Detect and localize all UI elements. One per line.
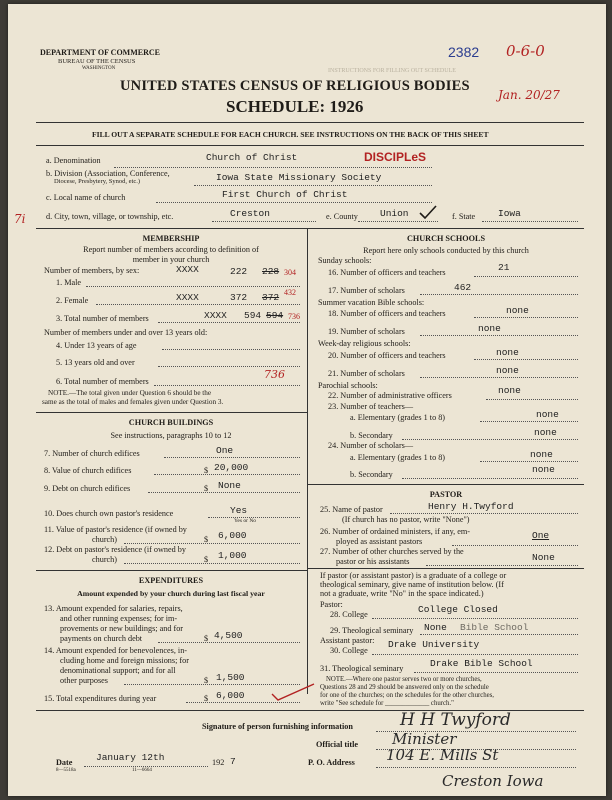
q27-line	[426, 565, 578, 566]
county-line	[358, 221, 438, 222]
q4-label: 4. Under 13 years of age	[56, 341, 137, 350]
pastor-rule	[307, 484, 584, 485]
q23a-label: a. Elementary (grades 1 to 8)	[350, 413, 446, 422]
q14-label-3: denominational support; and for all	[60, 666, 176, 675]
date-line	[84, 766, 208, 767]
q24a-value: none	[530, 449, 553, 460]
q14-label-4: other purposes	[60, 676, 108, 685]
q28-value: College Closed	[418, 604, 498, 615]
q5-label: 5. 13 years old and over	[56, 358, 135, 367]
q11-label-2: church)	[92, 535, 118, 544]
pastor-note-2: Questions 28 and 29 should be answered only on the schedule	[320, 684, 489, 691]
q17-value: 462	[454, 282, 472, 293]
q21-line	[420, 377, 578, 378]
q16-line	[474, 276, 578, 277]
membership-note-1: NOTE.—The total given under Question 6 should be the	[48, 389, 212, 397]
q18-line	[474, 317, 578, 318]
year-suffix: 7	[230, 756, 236, 767]
q19-line	[420, 335, 578, 336]
q10-value: Yes	[230, 505, 248, 516]
date-value: January 12th	[96, 752, 165, 763]
county-label: e. County	[326, 212, 358, 221]
q14-value: 1,500	[216, 672, 245, 683]
division-label-2: Diocese, Presbytery, Synod, etc.)	[54, 178, 141, 185]
q24-label: 24. Number of scholars—	[328, 441, 414, 450]
q24a-line	[480, 461, 578, 462]
struck-field-icon: XXXX	[176, 264, 199, 275]
form-code: 8—5518a	[56, 768, 76, 773]
received-date: Jan. 20/27	[498, 88, 560, 102]
q20-label: 20. Number of officers and teachers	[328, 351, 446, 360]
q29-value: None	[424, 622, 447, 633]
q26-line	[452, 545, 578, 546]
q20-line	[474, 359, 578, 360]
membership-sub-2: member in your church	[132, 255, 210, 264]
schools-title: CHURCH SCHOOLS	[406, 234, 486, 243]
q3-line	[158, 322, 300, 323]
q2-line	[96, 304, 300, 305]
q6-correction: 736	[264, 368, 285, 381]
denomination-note: DISCIPLeS	[364, 150, 427, 164]
q1-correction: 304	[284, 268, 296, 277]
q3-correction: 736	[288, 312, 300, 321]
q12-line	[124, 563, 300, 564]
city-town-value: Creston	[230, 208, 270, 219]
q14-label-2: cluding home and foreign missions; for	[60, 656, 189, 665]
division-value: Iowa State Missionary Society	[216, 172, 382, 183]
state-label: f. State	[452, 212, 476, 221]
signature-label: Signature of person furnishing information	[202, 722, 353, 731]
expenditures-rule	[36, 570, 307, 571]
section-rule	[36, 228, 584, 229]
q9-line	[148, 492, 300, 493]
column-divider	[307, 228, 308, 694]
city-town-line	[212, 221, 316, 222]
address-label: P. O. Address	[308, 758, 355, 767]
assistant-sub-label: Assistant pastor:	[320, 636, 375, 645]
struck-field-icon-3: XXXX	[204, 310, 227, 321]
department-label: DEPARTMENT OF COMMERCE	[40, 48, 161, 57]
q30-line	[372, 654, 578, 655]
census-schedule-form	[8, 4, 606, 796]
margin-mark: 7i	[14, 212, 26, 226]
red-code: 0-6-0	[506, 42, 545, 60]
q11-label: 11. Value of pastor's residence (if owned by	[44, 525, 187, 534]
state-line	[482, 221, 578, 222]
denomination-label: a. Denomination	[46, 156, 101, 165]
schools-sub: Report here only schools conducted by this church	[363, 246, 529, 255]
q23b-value: none	[534, 427, 557, 438]
q26-label-2: ployed as assistant pastors	[336, 537, 423, 546]
q30-label: 30. College	[330, 646, 368, 655]
q6-line	[154, 385, 300, 386]
q25-label: 25. Name of pastor	[320, 505, 383, 514]
pastor-sub-label: Pastor:	[320, 600, 343, 609]
q1-struck: 228	[262, 266, 280, 277]
q14-label: 14. Amount expended for benevolences, in-	[44, 646, 188, 655]
q29-faint-value: Bible School	[460, 622, 529, 633]
pastor-note-3: for one of the churches; on the schedules for the other churches,	[320, 692, 495, 699]
q22-value: none	[498, 385, 521, 396]
official-title-label: Official title	[316, 740, 359, 749]
expenditures-title: EXPENDITURES	[138, 576, 204, 585]
county-value: Union	[380, 208, 409, 219]
q12-value: 1,000	[218, 550, 247, 561]
faint-instructions: INSTRUCTIONS FOR FILLING OUT SCHEDULE	[328, 68, 456, 74]
pastor-note-4: write "See schedule for _____________ church."	[320, 700, 454, 707]
grad-text-2: theological seminary, give name of institution below. (If	[320, 580, 504, 589]
q13-value: 4,500	[214, 630, 243, 641]
q17-line	[420, 294, 578, 295]
q15-label: 15. Total expenditures during year	[44, 694, 157, 703]
q9-label: 9. Debt on church edifices	[44, 484, 131, 493]
q3-value: 594	[244, 310, 262, 321]
local-name-line	[156, 202, 432, 203]
q3-struck: 594	[266, 310, 284, 321]
q22-line	[486, 399, 578, 400]
q31-value: Drake Bible School	[430, 658, 533, 669]
q11-line	[124, 543, 300, 544]
q15-dollar: $	[204, 694, 209, 703]
q15-value: 6,000	[216, 690, 245, 701]
membership-sub-1: Report number of members according to definition of	[83, 245, 259, 254]
q13-line	[158, 642, 300, 643]
q10-label: 10. Does church own pastor's residence	[44, 509, 174, 518]
q10-hint: Yes or No	[234, 518, 257, 524]
q9-value: None	[218, 480, 241, 491]
city-label: WASHINGTON	[82, 66, 116, 71]
q14-dollar: $	[204, 676, 209, 685]
q12-label: 12. Debt on pastor's residence (if owned by	[44, 545, 186, 554]
struck-field-icon-2: XXXX	[176, 292, 199, 303]
q28-line	[372, 618, 578, 619]
q8-dollar: $	[204, 466, 209, 475]
q27-label: 27. Number of other churches served by the	[320, 547, 464, 556]
pastor-title: PASTOR	[429, 490, 463, 499]
q13-dollar: $	[204, 634, 209, 643]
instruction-rule	[36, 145, 584, 146]
check-mark-icon	[418, 204, 438, 220]
year-prefix: 192	[212, 758, 225, 767]
q13-label: 13. Amount expended for salaries, repairs,	[44, 604, 183, 613]
signature-value: H H Twyford	[400, 710, 511, 730]
members-by-sex-label: Number of members, by sex:	[44, 266, 140, 275]
q15-line	[186, 702, 300, 703]
parochial-schools-label: Parochial schools:	[318, 381, 378, 390]
sunday-schools-label: Sunday schools:	[318, 256, 372, 265]
form-title: UNITED STATES CENSUS OF RELIGIOUS BODIES	[120, 78, 470, 94]
q13-label-3: provements or new buildings; and for	[60, 624, 184, 633]
q16-value: 21	[498, 262, 510, 273]
q2-correction: 432	[284, 288, 296, 297]
q2-value: 372	[230, 292, 248, 303]
q7-label: 7. Number of church edifices	[44, 449, 140, 458]
q23b-line	[402, 439, 578, 440]
q25-line	[390, 513, 578, 514]
q11-value: 6,000	[218, 530, 247, 541]
schedule-year: SCHEDULE: 1926	[226, 97, 364, 116]
q7-line	[164, 457, 300, 458]
q2-struck: 372	[262, 292, 280, 303]
header-rule	[36, 122, 584, 123]
q16-label: 16. Number of officers and teachers	[328, 268, 446, 277]
membership-note-2: same as the total of males and females given under Question 3.	[42, 398, 224, 406]
q20-value: none	[496, 347, 519, 358]
weekday-schools-label: Week-day religious schools:	[318, 339, 411, 348]
q19-value: none	[478, 323, 501, 334]
division-label: b. Division (Association, Conference,	[46, 169, 170, 178]
bureau-label: BUREAU OF THE CENSUS	[58, 58, 136, 65]
red-check-icon	[270, 680, 316, 702]
membership-title: MEMBERSHIP	[142, 234, 200, 243]
q3-label: 3. Total number of members	[56, 314, 149, 323]
members-age-label: Number of members under and over 13 years old:	[44, 328, 208, 337]
grad-text-1: If pastor (or assistant pastor) is a graduate of a college or	[320, 571, 507, 580]
print-code: 11—6664	[132, 768, 152, 773]
denomination-value: Church of Christ	[206, 152, 298, 163]
q24b-label: b. Secondary	[350, 470, 393, 479]
q4-line	[162, 349, 300, 350]
city-town-label: d. City, town, village, or township, etc.	[46, 212, 174, 221]
state-value: Iowa	[498, 208, 521, 219]
q23a-line	[480, 421, 578, 422]
q23b-label: b. Secondary	[350, 431, 393, 440]
q7-value: One	[216, 445, 234, 456]
q8-line	[154, 474, 300, 475]
pastor-note-1: NOTE.—Where one pastor serves two or more churches,	[326, 676, 482, 683]
q8-value: 20,000	[214, 462, 249, 473]
buildings-title: CHURCH BUILDINGS	[128, 418, 214, 427]
q18-label: 18. Number of officers and teachers	[328, 309, 446, 318]
expenditures-sub: Amount expended by your church during last fiscal year	[77, 589, 265, 598]
buildings-sub: See instructions, paragraphs 10 to 12	[110, 431, 232, 440]
q11-dollar: $	[204, 535, 209, 544]
q19-label: 19. Number of scholars	[328, 327, 405, 336]
q5-line	[158, 366, 300, 367]
q12-dollar: $	[204, 555, 209, 564]
q1-value: 222	[230, 266, 248, 277]
q25-value: Henry H.Twyford	[428, 501, 514, 512]
date-label: Date	[56, 758, 73, 767]
q27-value: None	[532, 552, 555, 563]
denomination-line	[114, 167, 432, 168]
q21-value: none	[496, 365, 519, 376]
q18-value: none	[506, 305, 529, 316]
q26-value: One	[532, 530, 550, 541]
q13-label-2: and other running expenses; for im-	[60, 614, 178, 623]
q12-label-2: church)	[92, 555, 118, 564]
buildings-rule	[36, 412, 307, 413]
q9-dollar: $	[204, 484, 209, 493]
q30-value: Drake University	[388, 639, 480, 650]
q29-line	[420, 634, 578, 635]
instruction-line: FILL OUT A SEPARATE SCHEDULE FOR EACH CHURCH. SEE INSTRUCTIONS ON THE BACK OF THIS SHEET	[92, 130, 489, 139]
q23a-value: none	[536, 409, 559, 420]
q1-label: 1. Male	[56, 278, 82, 287]
q22-label: 22. Number of administrative officers	[328, 391, 452, 400]
q23-label: 23. Number of teachers—	[328, 402, 414, 411]
q17-label: 17. Number of scholars	[328, 286, 405, 295]
address-city: Creston Iowa	[442, 772, 544, 790]
q25-hint: (If church has no pastor, write "None")	[342, 515, 470, 524]
local-name-label: c. Local name of church	[46, 193, 126, 202]
official-title-value: Minister	[392, 730, 457, 748]
q31-line	[414, 672, 578, 673]
q27-label-2: pastor or his assistants	[336, 557, 410, 566]
grad-text-3: not a graduate, write "No" in the space indicated.)	[320, 589, 484, 598]
form-number: 2382	[448, 44, 480, 60]
division-line	[194, 185, 432, 186]
q6-label: 6. Total number of members	[56, 377, 149, 386]
q28-label: 28. College	[330, 610, 368, 619]
q24a-label: a. Elementary (grades 1 to 8)	[350, 453, 446, 462]
local-name-value: First Church of Christ	[222, 189, 348, 200]
q24b-value: none	[532, 464, 555, 475]
address-value: 104 E. Mills St	[386, 746, 499, 764]
q8-label: 8. Value of church edifices	[44, 466, 132, 475]
q24b-line	[402, 478, 578, 479]
q21-label: 21. Number of scholars	[328, 369, 405, 378]
grad-rule	[307, 568, 584, 569]
q29-label: 29. Theological seminary	[330, 626, 414, 635]
vacation-schools-label: Summer vacation Bible schools:	[318, 298, 425, 307]
q2-label: 2. Female	[56, 296, 89, 305]
q26-label: 26. Number of ordained ministers, if any, em-	[320, 527, 470, 536]
q31-label: 31. Theological seminary	[320, 664, 404, 673]
q1-line	[86, 286, 300, 287]
q13-label-4: payments on church debt	[60, 634, 143, 643]
address-line	[376, 767, 576, 768]
